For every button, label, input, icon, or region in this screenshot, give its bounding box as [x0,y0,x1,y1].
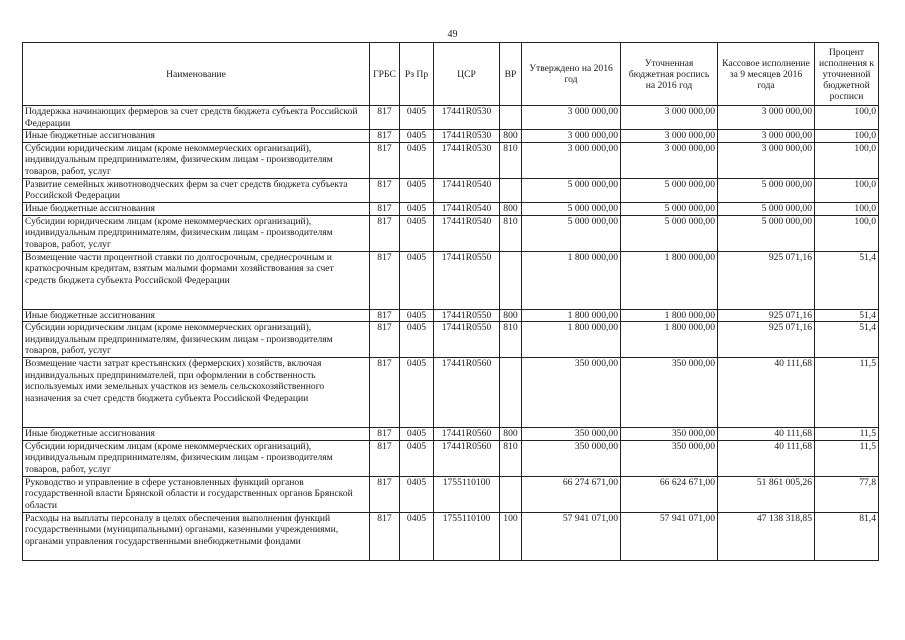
row-rz-pr: 0405 [400,440,434,476]
row-approved: 1 800 000,00 [522,309,621,322]
row-vr [500,106,522,130]
header-csr: ЦСР [434,43,500,106]
row-revised: 3 000 000,00 [621,106,718,130]
row-name: Субсидии юридическим лицам (кроме некоммерческих организаций), индивидуальным предпринимателям, физическим лицам - производителям товаров, работ, услуг [23,142,370,178]
row-percent: 11,5 [815,358,879,428]
table-row [23,512,879,560]
row-revised: 57 941 071,00 [621,512,718,560]
row-vr [500,251,522,309]
row-name: Развитие семейных животноводческих ферм за счет средств бюджета субъекта Российской Федерации [23,178,370,202]
row-executed: 51 861 005,26 [718,476,815,512]
row-executed: 47 138 318,85 [718,512,815,560]
row-percent: 100,0 [815,130,879,143]
row-approved: 5 000 000,00 [522,178,621,202]
header-approved: Утверждено на 2016 год [522,43,621,106]
row-vr: 800 [500,130,522,143]
row-grbs: 817 [370,322,400,358]
row-revised: 350 000,00 [621,358,718,428]
row-name: Субсидии юридическим лицам (кроме некоммерческих организаций), индивидуальным предпринимателям, физическим лицам - производителям товаров, работ, услуг [23,215,370,251]
header-vr: ВР [500,43,522,106]
row-csr: 17441R0530 [434,142,500,178]
row-executed: 5 000 000,00 [718,178,815,202]
row-csr: 17441R0540 [434,178,500,202]
row-executed: 3 000 000,00 [718,106,815,130]
row-approved: 3 000 000,00 [522,106,621,130]
row-vr: 810 [500,440,522,476]
row-percent: 51,4 [815,251,879,309]
row-csr: 17441R0560 [434,358,500,428]
row-grbs: 817 [370,130,400,143]
row-executed: 5 000 000,00 [718,202,815,215]
row-rz-pr: 0405 [400,476,434,512]
row-vr: 800 [500,428,522,441]
row-rz-pr: 0405 [400,215,434,251]
row-approved: 5 000 000,00 [522,215,621,251]
row-csr: 17441R0540 [434,202,500,215]
row-revised: 350 000,00 [621,428,718,441]
header-rz-pr: Рз Пр [400,43,434,106]
row-name: Иные бюджетные ассигнования [23,428,370,441]
row-revised: 5 000 000,00 [621,202,718,215]
row-percent: 51,4 [815,322,879,358]
row-vr [500,358,522,428]
row-rz-pr: 0405 [400,202,434,215]
row-revised: 1 800 000,00 [621,322,718,358]
row-rz-pr: 0405 [400,512,434,560]
row-executed: 3 000 000,00 [718,130,815,143]
row-executed: 40 111,68 [718,440,815,476]
row-percent: 100,0 [815,178,879,202]
row-rz-pr: 0405 [400,322,434,358]
row-vr: 800 [500,309,522,322]
row-executed: 925 071,16 [718,309,815,322]
row-percent: 100,0 [815,215,879,251]
header-revised: Уточненная бюджетная роспись на 2016 год [621,43,718,106]
row-revised: 5 000 000,00 [621,215,718,251]
row-executed: 40 111,68 [718,428,815,441]
row-grbs: 817 [370,215,400,251]
row-csr: 17441R0530 [434,106,500,130]
row-percent: 100,0 [815,142,879,178]
row-csr: 1755110100 [434,476,500,512]
row-vr [500,476,522,512]
table-row [23,476,879,512]
row-grbs: 817 [370,476,400,512]
budget-table [22,42,879,561]
table-row [23,215,879,251]
row-approved: 350 000,00 [522,358,621,428]
row-name: Субсидии юридическим лицам (кроме некоммерческих организаций), индивидуальным предпринимателям, физическим лицам - производителям товаров, работ, услуг [23,440,370,476]
row-grbs: 817 [370,178,400,202]
row-percent: 51,4 [815,309,879,322]
row-approved: 1 800 000,00 [522,251,621,309]
table-row [23,251,879,309]
row-revised: 5 000 000,00 [621,178,718,202]
row-percent: 11,5 [815,428,879,441]
row-rz-pr: 0405 [400,428,434,441]
row-rz-pr: 0405 [400,309,434,322]
row-executed: 925 071,16 [718,251,815,309]
row-revised: 1 800 000,00 [621,309,718,322]
table-row [23,358,879,428]
row-name: Иные бюджетные ассигнования [23,202,370,215]
row-csr: 17441R0550 [434,309,500,322]
row-grbs: 817 [370,202,400,215]
row-grbs: 817 [370,512,400,560]
row-approved: 350 000,00 [522,440,621,476]
row-name: Поддержка начинающих фермеров за счет средств бюджета субъекта Российской Федерации [23,106,370,130]
row-csr: 17441R0530 [434,130,500,143]
row-approved: 1 800 000,00 [522,322,621,358]
header-percent: Процент исполнения к уточненной бюджетной росписи [815,43,879,106]
row-percent: 81,4 [815,512,879,560]
row-percent: 100,0 [815,202,879,215]
row-name: Субсидии юридическим лицам (кроме некоммерческих организаций), индивидуальным предпринимателям, физическим лицам - производителям товаров, работ, услуг [23,322,370,358]
row-vr: 810 [500,142,522,178]
table-row [23,428,879,441]
row-grbs: 817 [370,251,400,309]
row-revised: 1 800 000,00 [621,251,718,309]
row-revised: 66 624 671,00 [621,476,718,512]
row-approved: 350 000,00 [522,428,621,441]
row-name: Возмещение части процентной ставки по долгосрочным, среднесрочным и краткосрочным кредитам, взятым малыми формами хозяйствования за счет средств бюджета субъекта Российской Федерации [23,251,370,309]
row-rz-pr: 0405 [400,130,434,143]
row-approved: 5 000 000,00 [522,202,621,215]
header-executed: Кассовое исполнение за 9 месяцев 2016 года [718,43,815,106]
row-csr: 17441R0550 [434,251,500,309]
row-approved: 57 941 071,00 [522,512,621,560]
row-grbs: 817 [370,428,400,441]
row-name: Возмещение части затрат крестьянских (фермерских) хозяйств, включая индивидуальных предпринимателей, при оформлении в собственность используемых ими земельных участков из земель сельскохозяйственного назначения за счет средств бюджета субъекта Российской Федерации [23,358,370,428]
row-csr: 17441R0550 [434,322,500,358]
row-grbs: 817 [370,142,400,178]
table-row [23,130,879,143]
row-name: Иные бюджетные ассигнования [23,130,370,143]
row-percent: 100,0 [815,106,879,130]
table-row [23,440,879,476]
row-executed: 3 000 000,00 [718,142,815,178]
row-grbs: 817 [370,358,400,428]
row-csr: 17441R0540 [434,215,500,251]
table-row [23,309,879,322]
row-grbs: 817 [370,440,400,476]
row-vr: 810 [500,322,522,358]
row-rz-pr: 0405 [400,106,434,130]
row-revised: 3 000 000,00 [621,142,718,178]
row-grbs: 817 [370,106,400,130]
table-row [23,106,879,130]
row-executed: 925 071,16 [718,322,815,358]
row-name: Иные бюджетные ассигнования [23,309,370,322]
row-executed: 40 111,68 [718,358,815,428]
row-revised: 3 000 000,00 [621,130,718,143]
table-row [23,322,879,358]
row-rz-pr: 0405 [400,178,434,202]
row-rz-pr: 0405 [400,142,434,178]
row-executed: 5 000 000,00 [718,215,815,251]
row-name: Руководство и управление в сфере установленных функций органов государственной власти Брянской области и государственных органов Брянской области [23,476,370,512]
row-csr: 17441R0560 [434,440,500,476]
row-grbs: 817 [370,309,400,322]
header-name: Наименование [23,43,370,106]
header-grbs: ГРБС [370,43,400,106]
row-revised: 350 000,00 [621,440,718,476]
row-percent: 77,8 [815,476,879,512]
row-percent: 11,5 [815,440,879,476]
row-vr [500,178,522,202]
page-number: 49 [447,29,458,40]
table-row [23,178,879,202]
row-csr: 17441R0560 [434,428,500,441]
row-approved: 3 000 000,00 [522,142,621,178]
row-rz-pr: 0405 [400,358,434,428]
header-row [23,43,879,106]
table-row [23,142,879,178]
row-vr: 800 [500,202,522,215]
row-vr: 810 [500,215,522,251]
table-row [23,202,879,215]
row-name: Расходы на выплаты персоналу в целях обеспечения выполнения функций государственными (муниципальными) органами, казенными учреждениями, органами управления государственными внебюджетными фондами [23,512,370,560]
row-csr: 1755110100 [434,512,500,560]
row-approved: 66 274 671,00 [522,476,621,512]
row-rz-pr: 0405 [400,251,434,309]
row-vr: 100 [500,512,522,560]
row-approved: 3 000 000,00 [522,130,621,143]
